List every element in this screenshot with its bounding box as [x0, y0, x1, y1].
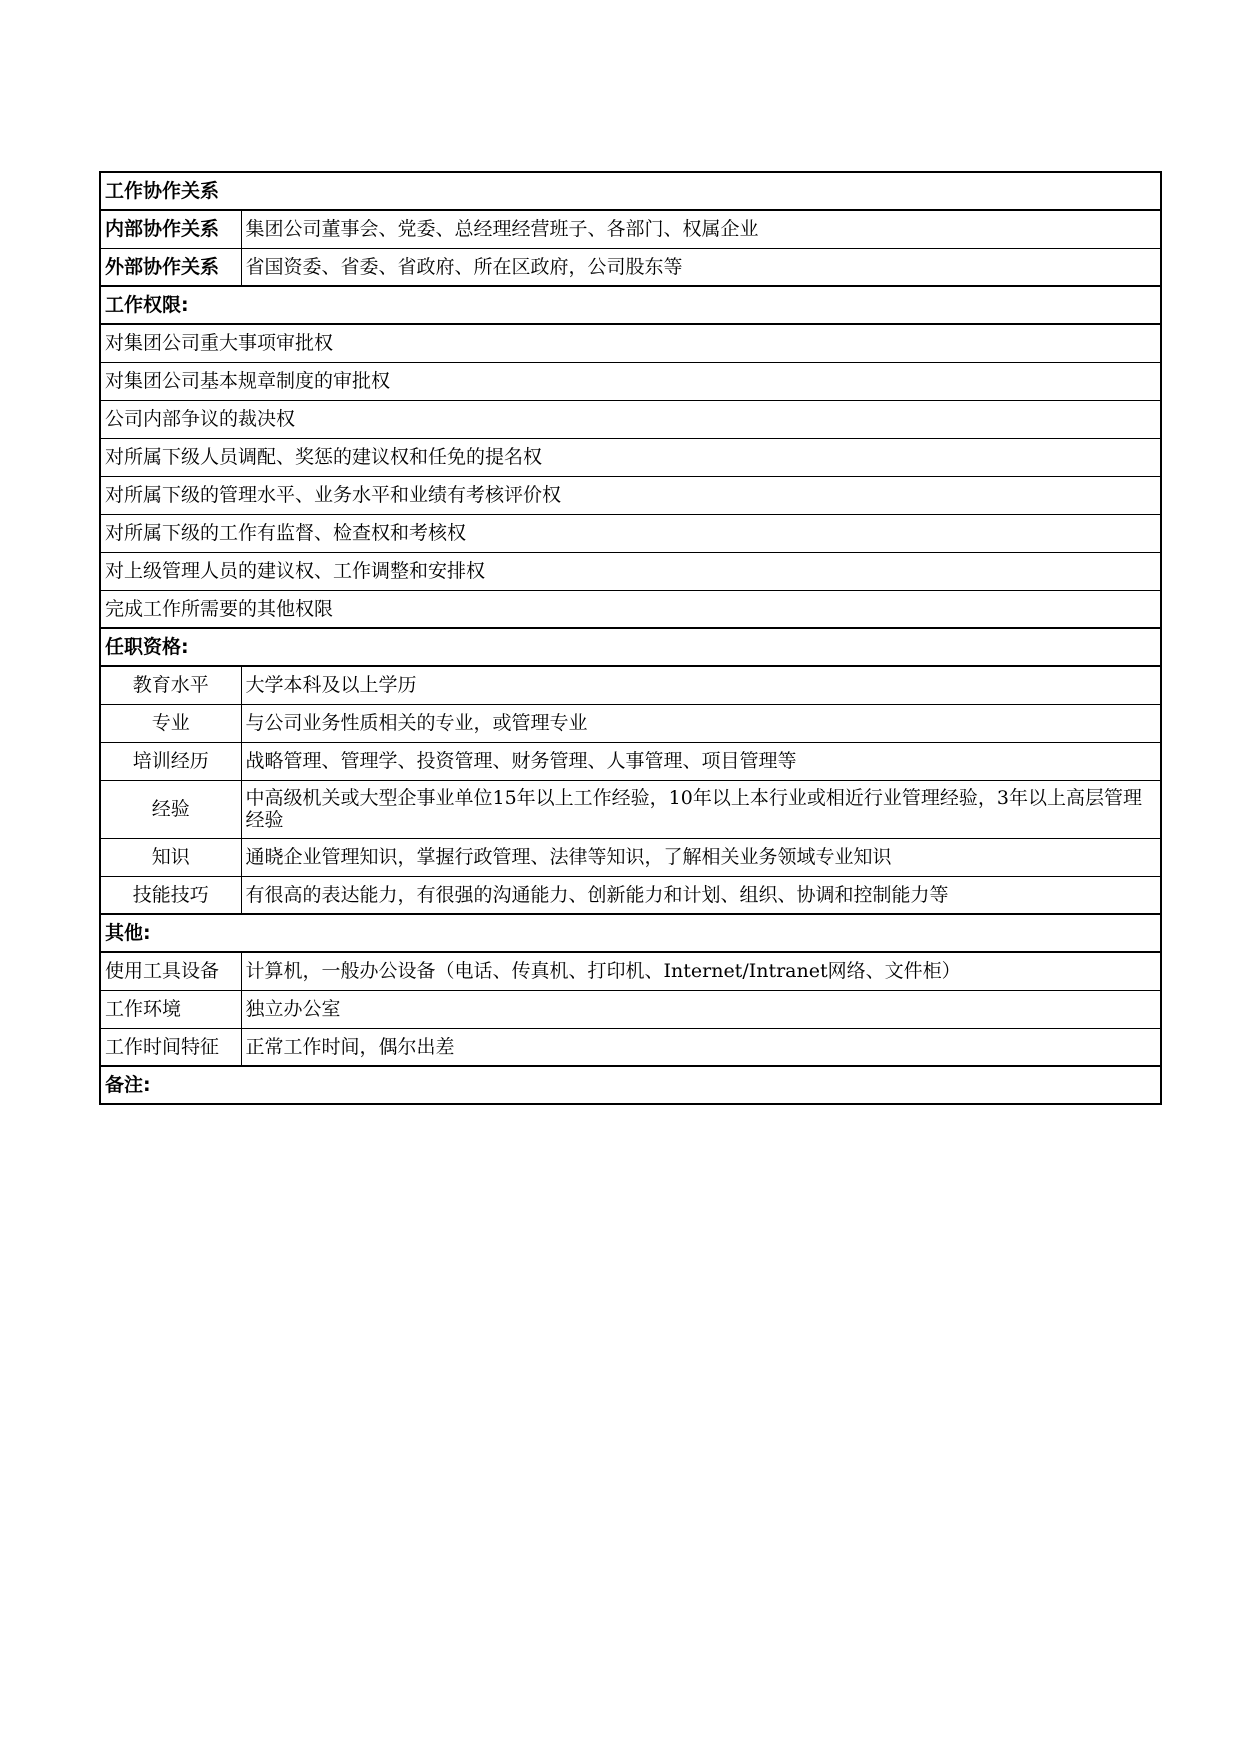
qualifications-section-title: 任职资格:: [100, 628, 1161, 666]
authority-item: 公司内部争议的裁决权: [100, 400, 1161, 438]
other-section-title: 其他:: [100, 914, 1161, 952]
authority-item-row: [100, 514, 1161, 552]
qualification-value: 中高级机关或大型企事业单位15年以上工作经验，10年以上本行业或相近行业管理经验，3年以上高层管理经验: [241, 780, 1161, 838]
authority-item: 对集团公司重大事项审批权: [100, 324, 1161, 362]
internal-cooperation-value: 集团公司董事会、党委、总经理经营班子、各部门、权属企业: [241, 210, 1161, 248]
qualification-row: [100, 838, 1161, 876]
qualification-label: 教育水平: [100, 666, 241, 704]
cooperation-section-row: [100, 172, 1161, 210]
authority-item-row: [100, 362, 1161, 400]
authority-item: 对上级管理人员的建议权、工作调整和安排权: [100, 552, 1161, 590]
authority-item-row: [100, 400, 1161, 438]
internal-cooperation-row: [100, 210, 1161, 248]
qualification-value: 有很高的表达能力，有很强的沟通能力、创新能力和计划、组织、协调和控制能力等: [241, 876, 1161, 914]
authority-section-row: [100, 286, 1161, 324]
cooperation-section-title: 工作协作关系: [100, 172, 1161, 210]
other-label: 工作环境: [100, 990, 241, 1028]
other-row: [100, 990, 1161, 1028]
qualification-value: 大学本科及以上学历: [241, 666, 1161, 704]
authority-item: 对集团公司基本规章制度的审批权: [100, 362, 1161, 400]
qualification-label: 经验: [100, 780, 241, 838]
authority-item-row: [100, 590, 1161, 628]
qualification-label: 培训经历: [100, 742, 241, 780]
qualifications-section-row: [100, 628, 1161, 666]
other-label: 使用工具设备: [100, 952, 241, 990]
authority-item: 对所属下级人员调配、奖惩的建议权和任免的提名权: [100, 438, 1161, 476]
other-value: 计算机，一般办公设备（电话、传真机、打印机、Internet/Intranet网络、文件柜）: [241, 952, 1161, 990]
external-cooperation-label: 外部协作关系: [100, 248, 241, 286]
notes-section-title: 备注:: [100, 1066, 1161, 1104]
other-row: [100, 1028, 1161, 1066]
job-description-table: [99, 171, 1162, 1105]
other-section-row: [100, 914, 1161, 952]
qualification-value: 通晓企业管理知识，掌握行政管理、法律等知识，了解相关业务领域专业知识: [241, 838, 1161, 876]
qualification-row: [100, 742, 1161, 780]
other-value: 独立办公室: [241, 990, 1161, 1028]
authority-item-row: [100, 438, 1161, 476]
qualification-value: 与公司业务性质相关的专业，或管理专业: [241, 704, 1161, 742]
authority-item-row: [100, 552, 1161, 590]
qualification-label: 技能技巧: [100, 876, 241, 914]
qualification-row: [100, 704, 1161, 742]
authority-item: 对所属下级的工作有监督、检查权和考核权: [100, 514, 1161, 552]
authority-item-row: [100, 476, 1161, 514]
authority-item: 完成工作所需要的其他权限: [100, 590, 1161, 628]
qualification-label: 知识: [100, 838, 241, 876]
qualification-value: 战略管理、管理学、投资管理、财务管理、人事管理、项目管理等: [241, 742, 1161, 780]
other-label: 工作时间特征: [100, 1028, 241, 1066]
qualification-label: 专业: [100, 704, 241, 742]
qualification-row: [100, 666, 1161, 704]
other-value: 正常工作时间，偶尔出差: [241, 1028, 1161, 1066]
notes-section-row: [100, 1066, 1161, 1104]
other-row: [100, 952, 1161, 990]
external-cooperation-value: 省国资委、省委、省政府、所在区政府，公司股东等: [241, 248, 1161, 286]
authority-item-row: [100, 324, 1161, 362]
authority-section-title: 工作权限:: [100, 286, 1161, 324]
external-cooperation-row: [100, 248, 1161, 286]
authority-item: 对所属下级的管理水平、业务水平和业绩有考核评价权: [100, 476, 1161, 514]
qualification-row: [100, 876, 1161, 914]
internal-cooperation-label: 内部协作关系: [100, 210, 241, 248]
qualification-row: [100, 780, 1161, 838]
